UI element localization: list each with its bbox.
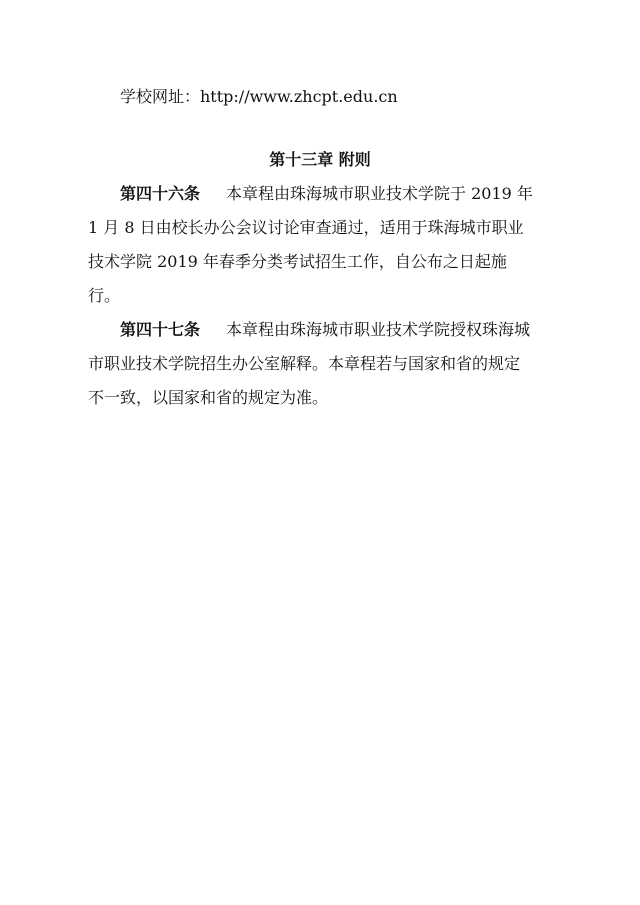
- article-47-title: 第四十七条: [120, 320, 201, 339]
- chapter-heading: 第十三章 附则: [269, 150, 371, 169]
- article-46-title: 第四十六条: [120, 184, 201, 203]
- article-47-line-3: 不一致，以国家和省的规定为准。: [88, 388, 329, 407]
- article-46-line-3: 技术学院 2019 年春季分类考试招生工作，自公布之日起施: [88, 252, 507, 271]
- article-47-line-1: 本章程由珠海城市职业技术学院授权珠海城: [226, 320, 531, 339]
- article-46-first-line: [120, 184, 588, 204]
- article-47-line-2: 市职业技术学院招生办公室解释。本章程若与国家和省的规定: [88, 354, 521, 373]
- article-47-first-line: [120, 320, 588, 340]
- article-46-line-1: 本章程由珠海城市职业技术学院于 2019 年: [226, 184, 533, 203]
- school-website-line: 学校网址：http://www.zhcpt.edu.cn: [120, 87, 398, 106]
- article-46-line-4: 行。: [88, 286, 121, 305]
- article-46-line-2: 1 月 8 日由校长办公会议讨论审查通过，适用于珠海城市职业: [88, 218, 524, 237]
